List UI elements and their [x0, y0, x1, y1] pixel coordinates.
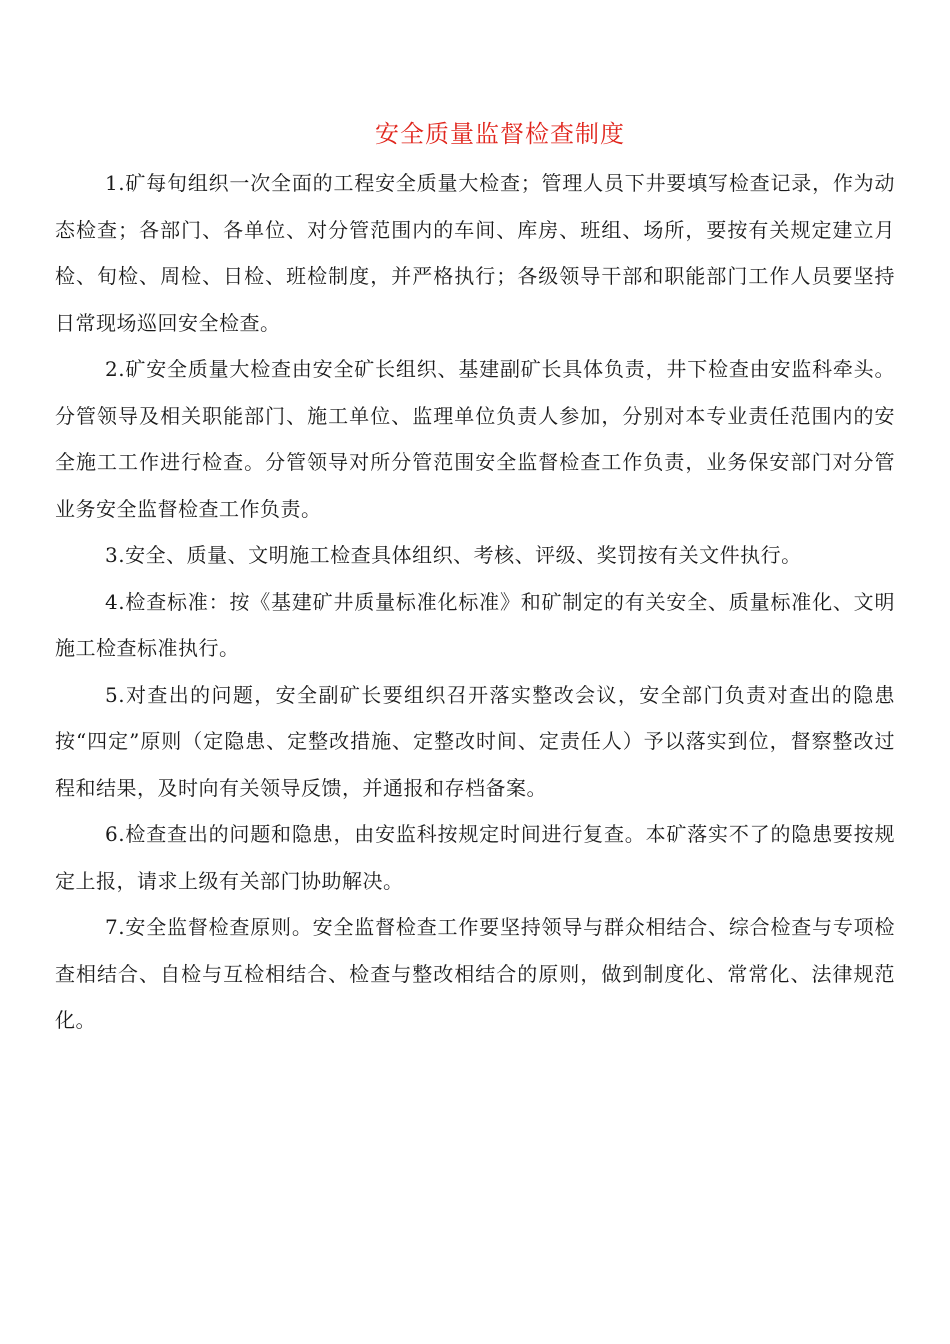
paragraph-3: 3.安全、质量、文明施工检查具体组织、考核、评级、奖罚按有关文件执行。 — [105, 543, 802, 567]
paragraph-7: 7.安全监督检查原则。安全监督检查工作要坚持领导与群众相结合、综合检查与专项检查相结合、自检与互检相结合、检查与整改相结合的原则，做到制度化、常常化、法律规范化。 — [55, 915, 895, 1032]
document-page — [55, 112, 895, 1044]
paragraph-4: 4.检查标准：按《基建矿井质量标准化标准》和矿制定的有关安全、质量标准化、文明施工检查标准执行。 — [55, 589, 895, 660]
document-title: 安全质量监督检查制度 — [375, 120, 625, 148]
paragraph-6: 6.检查查出的问题和隐患，由安监科按规定时间进行复查。本矿落实不了的隐患要按规定上报，请求上级有关部门协助解决。 — [55, 822, 895, 893]
paragraph-5: 5.对查出的问题，安全副矿长要组织召开落实整改会议，安全部门负责对查出的隐患按“四定”原则（定隐患、定整改措施、定整改时间、定责任人）予以落实到位，督察整改过程和结果，及时向有关领导反馈，并通报和存档备案。 — [55, 682, 895, 800]
paragraph-1: 1.矿每旬组织一次全面的工程安全质量大检查；管理人员下井要填写检查记录，作为动态检查；各部门、各单位、对分管范围内的车间、库房、班组、场所，要按有关规定建立月检、旬检、周检、日检、班检制度，并严格执行；各级领导干部和职能部门工作人员要坚持日常现场巡回安全检查。 — [55, 171, 895, 335]
paragraph-2: 2.矿安全质量大检查由安全矿长组织、基建副矿长具体负责，井下检查由安监科牵头。分管领导及相关职能部门、施工单位、监理单位负责人参加，分别对本专业责任范围内的安全施工工作进行检查。分管领导对所分管范围安全监督检查工作负责，业务保安部门对分管业务安全监督检查工作负责。 — [55, 357, 895, 521]
